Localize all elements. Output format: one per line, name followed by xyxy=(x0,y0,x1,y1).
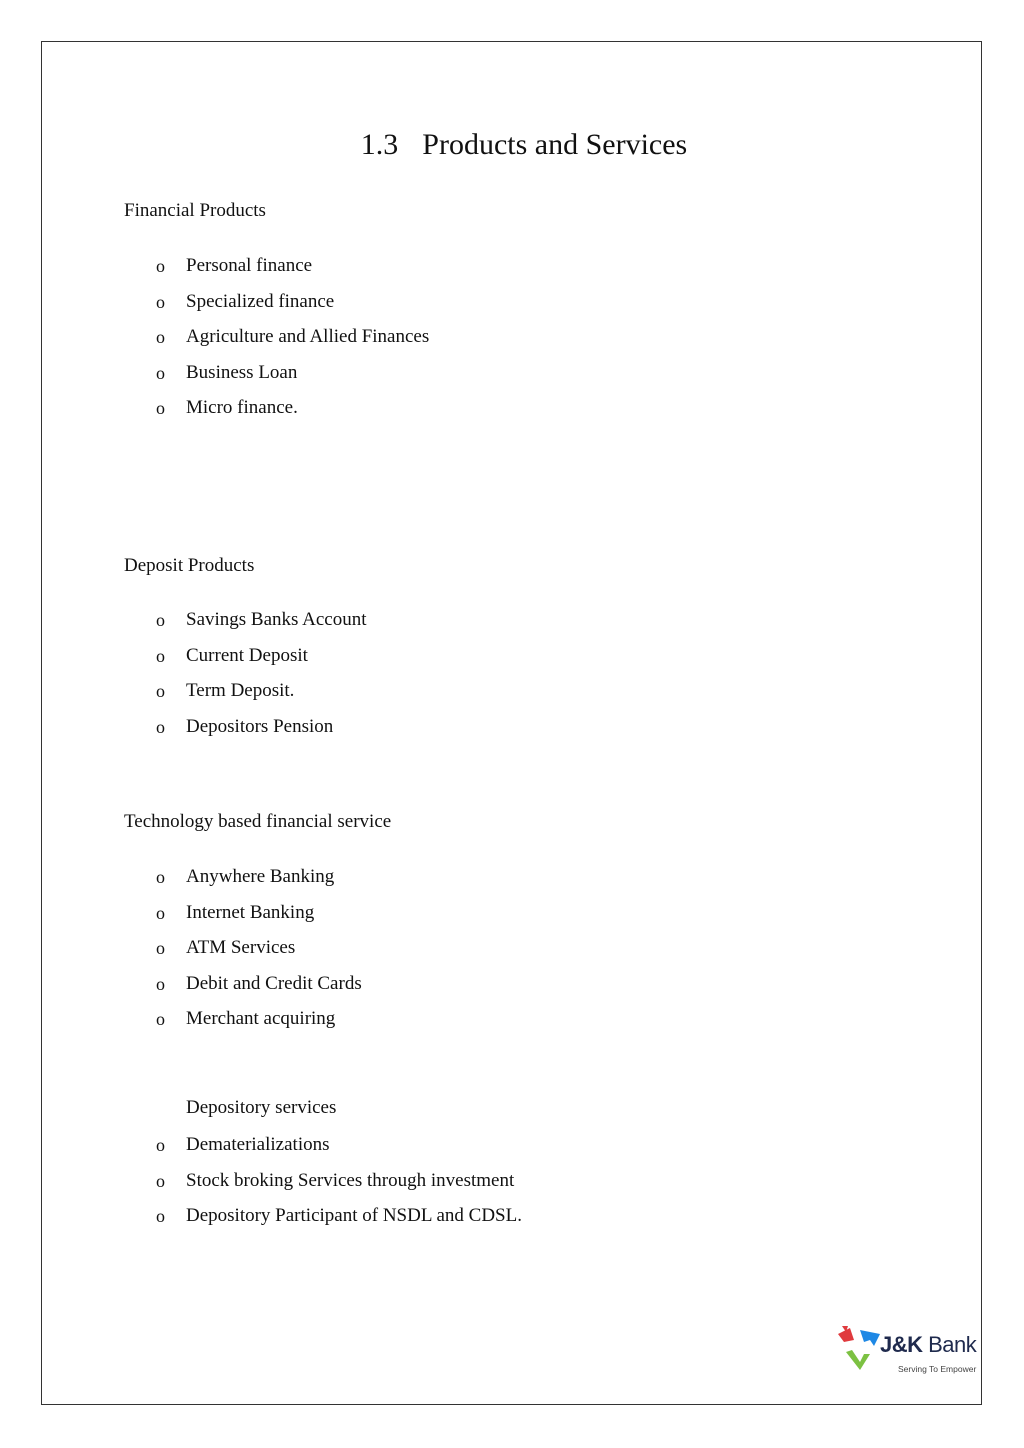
jk-bank-logo xyxy=(836,1324,986,1380)
bullet-icon: o xyxy=(156,362,165,383)
bullet-icon: o xyxy=(156,681,165,702)
brand-name: J&K Bank xyxy=(880,1332,977,1357)
section-number: 1.3 xyxy=(360,128,399,161)
bullet-icon: o xyxy=(156,867,165,887)
technology-services-heading: Technology based financial service xyxy=(124,811,392,832)
bullet-icon: o xyxy=(156,645,165,666)
bullet-icon: o xyxy=(156,1135,165,1155)
bullet-icon: o xyxy=(156,398,165,419)
bullet-icon: o xyxy=(156,327,165,348)
bullet-icon: o xyxy=(156,938,165,959)
bullet-icon: o xyxy=(156,1170,165,1191)
depository-services-heading: Depository services xyxy=(186,1097,337,1118)
bullet-icon: o xyxy=(156,256,165,276)
section-title: Products and Services xyxy=(422,128,688,161)
bullet-icon: o xyxy=(156,610,165,630)
jk-bank-emblem-icon xyxy=(836,1324,884,1374)
bullet-icon: o xyxy=(156,973,165,994)
bullet-icon: o xyxy=(156,716,165,737)
financial-products-heading: Financial Products xyxy=(124,200,266,221)
page-title xyxy=(0,128,1024,162)
bullet-icon: o xyxy=(156,1206,165,1227)
bullet-icon: o xyxy=(156,291,165,312)
page-border xyxy=(41,41,982,1405)
bullet-icon: o xyxy=(156,1009,165,1030)
bullet-icon: o xyxy=(156,902,165,923)
deposit-products-heading: Deposit Products xyxy=(124,555,255,576)
brand-tagline: Serving To Empower xyxy=(898,1364,977,1374)
